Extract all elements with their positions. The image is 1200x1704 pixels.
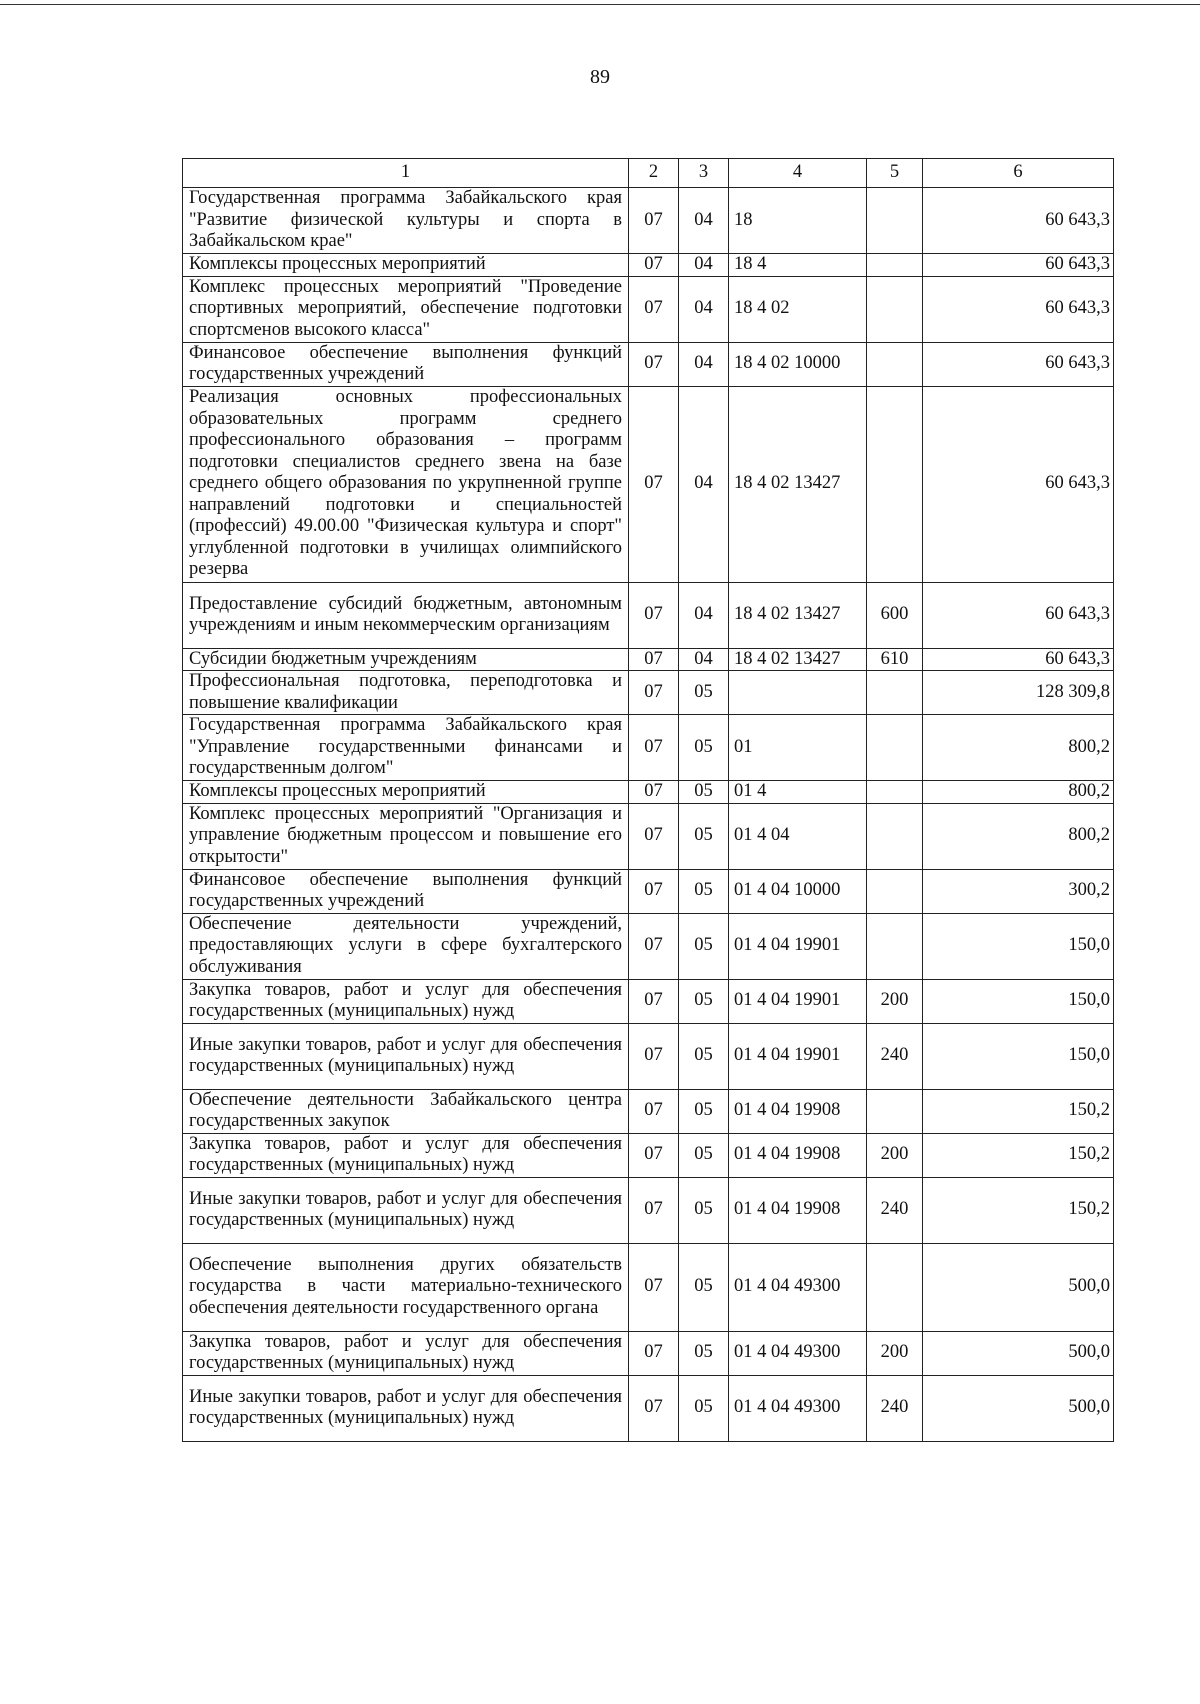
row-name: Государственная программа Забайкальского края "Развитие физической культуры и спорта в Забайкальском крае" (183, 188, 629, 254)
row-section: 07 (629, 188, 679, 254)
row-expense-type (867, 254, 923, 277)
row-amount: 150,2 (923, 1089, 1114, 1133)
row-target-code: 01 4 04 49300 (729, 1243, 867, 1331)
row-expense-type (867, 188, 923, 254)
row-subsection: 05 (679, 913, 729, 979)
row-section: 07 (629, 342, 679, 386)
row-name: Финансовое обеспечение выполнения функций государственных учреждений (183, 342, 629, 386)
row-subsection: 05 (679, 1023, 729, 1089)
row-target-code: 18 4 02 (729, 276, 867, 342)
row-subsection: 05 (679, 1133, 729, 1177)
row-subsection: 05 (679, 1375, 729, 1441)
table-row (183, 715, 1114, 781)
row-amount: 60 643,3 (923, 582, 1114, 648)
row-amount: 800,2 (923, 781, 1114, 804)
row-section: 07 (629, 582, 679, 648)
row-subsection: 05 (679, 869, 729, 913)
row-expense-type (867, 913, 923, 979)
table-row (183, 276, 1114, 342)
row-subsection: 05 (679, 803, 729, 869)
row-expense-type (867, 1243, 923, 1331)
row-section: 07 (629, 671, 679, 715)
row-subsection: 05 (679, 671, 729, 715)
row-target-code: 01 4 04 49300 (729, 1331, 867, 1375)
row-section: 07 (629, 1089, 679, 1133)
row-section: 07 (629, 1133, 679, 1177)
row-amount: 800,2 (923, 803, 1114, 869)
row-target-code: 18 4 02 13427 (729, 386, 867, 582)
row-name: Иные закупки товаров, работ и услуг для обеспечения государственных (муниципальных) нужд (183, 1177, 629, 1243)
row-name: Профессиональная подготовка, переподготовка и повышение квалификации (183, 671, 629, 715)
row-section: 07 (629, 1375, 679, 1441)
table-row (183, 1375, 1114, 1441)
row-section: 07 (629, 1023, 679, 1089)
row-name: Обеспечение деятельности Забайкальского центра государственных закупок (183, 1089, 629, 1133)
row-name: Комплексы процессных мероприятий (183, 781, 629, 804)
table-header (183, 159, 1114, 188)
row-expense-type: 240 (867, 1023, 923, 1089)
row-expense-type (867, 386, 923, 582)
row-section: 07 (629, 913, 679, 979)
row-name: Реализация основных профессиональных образовательных программ среднего профессионального образования – программ подготовки специалистов среднего звена на базе среднего общего образования по укрупненной группе направлений подготовки и специальностей (профессий) 49.00.00 "Физическая культура и спорт" углубленной подготовки в училищах олимпийского резерва (183, 386, 629, 582)
row-subsection: 05 (679, 979, 729, 1023)
row-amount: 60 643,3 (923, 276, 1114, 342)
table-row (183, 1177, 1114, 1243)
header-cell: 5 (867, 159, 923, 188)
row-subsection: 05 (679, 1089, 729, 1133)
header-cell: 6 (923, 159, 1114, 188)
table-row (183, 979, 1114, 1023)
row-section: 07 (629, 979, 679, 1023)
row-target-code: 18 4 02 10000 (729, 342, 867, 386)
table-row (183, 188, 1114, 254)
row-name: Закупка товаров, работ и услуг для обеспечения государственных (муниципальных) нужд (183, 1331, 629, 1375)
row-expense-type (867, 342, 923, 386)
row-target-code: 01 4 04 19901 (729, 913, 867, 979)
row-amount: 300,2 (923, 869, 1114, 913)
row-amount: 800,2 (923, 715, 1114, 781)
page-number: 89 (590, 66, 610, 88)
table-row (183, 781, 1114, 804)
table-row (183, 386, 1114, 582)
row-amount: 150,0 (923, 913, 1114, 979)
row-expense-type (867, 869, 923, 913)
row-target-code: 01 4 (729, 781, 867, 804)
table-row (183, 1023, 1114, 1089)
row-subsection: 04 (679, 386, 729, 582)
row-amount: 500,0 (923, 1243, 1114, 1331)
table-row (183, 1243, 1114, 1331)
row-target-code: 18 4 02 13427 (729, 582, 867, 648)
row-amount: 500,0 (923, 1375, 1114, 1441)
row-name: Субсидии бюджетным учреждениям (183, 648, 629, 671)
row-target-code: 01 4 04 10000 (729, 869, 867, 913)
row-subsection: 04 (679, 276, 729, 342)
row-subsection: 05 (679, 1177, 729, 1243)
table-row (183, 1331, 1114, 1375)
row-expense-type (867, 803, 923, 869)
table-row (183, 913, 1114, 979)
row-amount: 60 643,3 (923, 386, 1114, 582)
header-row (183, 159, 1114, 188)
row-section: 07 (629, 803, 679, 869)
row-expense-type (867, 781, 923, 804)
row-target-code: 01 4 04 19908 (729, 1177, 867, 1243)
row-section: 07 (629, 1331, 679, 1375)
row-expense-type: 240 (867, 1375, 923, 1441)
row-target-code: 01 4 04 (729, 803, 867, 869)
row-subsection: 04 (679, 188, 729, 254)
row-section: 07 (629, 386, 679, 582)
row-target-code: 01 4 04 19901 (729, 979, 867, 1023)
row-amount: 128 309,8 (923, 671, 1114, 715)
header-cell: 3 (679, 159, 729, 188)
row-expense-type: 610 (867, 648, 923, 671)
row-subsection: 04 (679, 582, 729, 648)
row-amount: 150,2 (923, 1133, 1114, 1177)
row-expense-type (867, 1089, 923, 1133)
table-row (183, 582, 1114, 648)
row-section: 07 (629, 1177, 679, 1243)
row-section: 07 (629, 715, 679, 781)
row-section: 07 (629, 869, 679, 913)
row-section: 07 (629, 781, 679, 804)
row-expense-type: 600 (867, 582, 923, 648)
table-row (183, 342, 1114, 386)
row-expense-type: 200 (867, 979, 923, 1023)
row-target-code: 01 4 04 19908 (729, 1089, 867, 1133)
row-section: 07 (629, 1243, 679, 1331)
row-name: Иные закупки товаров, работ и услуг для обеспечения государственных (муниципальных) нужд (183, 1023, 629, 1089)
table-row (183, 254, 1114, 277)
row-section: 07 (629, 648, 679, 671)
row-amount: 60 643,3 (923, 342, 1114, 386)
row-subsection: 05 (679, 715, 729, 781)
row-name: Закупка товаров, работ и услуг для обеспечения государственных (муниципальных) нужд (183, 1133, 629, 1177)
row-subsection: 04 (679, 648, 729, 671)
row-target-code: 01 4 04 19908 (729, 1133, 867, 1177)
top-rule (0, 4, 1200, 5)
row-amount: 150,2 (923, 1177, 1114, 1243)
row-subsection: 05 (679, 781, 729, 804)
row-name: Финансовое обеспечение выполнения функций государственных учреждений (183, 869, 629, 913)
row-amount: 500,0 (923, 1331, 1114, 1375)
row-target-code (729, 671, 867, 715)
row-target-code: 01 4 04 19901 (729, 1023, 867, 1089)
row-subsection: 05 (679, 1243, 729, 1331)
table-row (183, 1089, 1114, 1133)
row-subsection: 04 (679, 254, 729, 277)
table-row (183, 1133, 1114, 1177)
table-row (183, 671, 1114, 715)
row-amount: 150,0 (923, 1023, 1114, 1089)
table-row (183, 648, 1114, 671)
row-amount: 60 643,3 (923, 648, 1114, 671)
row-section: 07 (629, 254, 679, 277)
row-subsection: 05 (679, 1331, 729, 1375)
row-amount: 60 643,3 (923, 254, 1114, 277)
header-cell: 4 (729, 159, 867, 188)
row-target-code: 01 (729, 715, 867, 781)
table-row (183, 803, 1114, 869)
row-expense-type: 240 (867, 1177, 923, 1243)
row-amount: 150,0 (923, 979, 1114, 1023)
row-expense-type (867, 671, 923, 715)
budget-table (182, 158, 1114, 1442)
row-name: Комплекс процессных мероприятий "Проведение спортивных мероприятий, обеспечение подготовки спортсменов высокого класса" (183, 276, 629, 342)
row-target-code: 18 (729, 188, 867, 254)
row-name: Иные закупки товаров, работ и услуг для обеспечения государственных (муниципальных) нужд (183, 1375, 629, 1441)
row-target-code: 01 4 04 49300 (729, 1375, 867, 1441)
row-amount: 60 643,3 (923, 188, 1114, 254)
table-body (183, 188, 1114, 1442)
row-expense-type: 200 (867, 1331, 923, 1375)
header-cell: 1 (183, 159, 629, 188)
row-expense-type: 200 (867, 1133, 923, 1177)
header-cell: 2 (629, 159, 679, 188)
row-name: Предоставление субсидий бюджетным, автономным учреждениям и иным некоммерческим организациям (183, 582, 629, 648)
row-name: Комплекс процессных мероприятий "Организация и управление бюджетным процессом и повышение его открытости" (183, 803, 629, 869)
row-expense-type (867, 276, 923, 342)
table-row (183, 869, 1114, 913)
row-name: Обеспечение выполнения других обязательств государства в части материально-технического обеспечения деятельности государственного органа (183, 1243, 629, 1331)
row-name: Обеспечение деятельности учреждений, предоставляющих услуги в сфере бухгалтерского обслуживания (183, 913, 629, 979)
row-name: Закупка товаров, работ и услуг для обеспечения государственных (муниципальных) нужд (183, 979, 629, 1023)
row-name: Комплексы процессных мероприятий (183, 254, 629, 277)
row-target-code: 18 4 (729, 254, 867, 277)
row-name: Государственная программа Забайкальского края "Управление государственными финансами и государственным долгом" (183, 715, 629, 781)
row-target-code: 18 4 02 13427 (729, 648, 867, 671)
row-subsection: 04 (679, 342, 729, 386)
row-section: 07 (629, 276, 679, 342)
row-expense-type (867, 715, 923, 781)
